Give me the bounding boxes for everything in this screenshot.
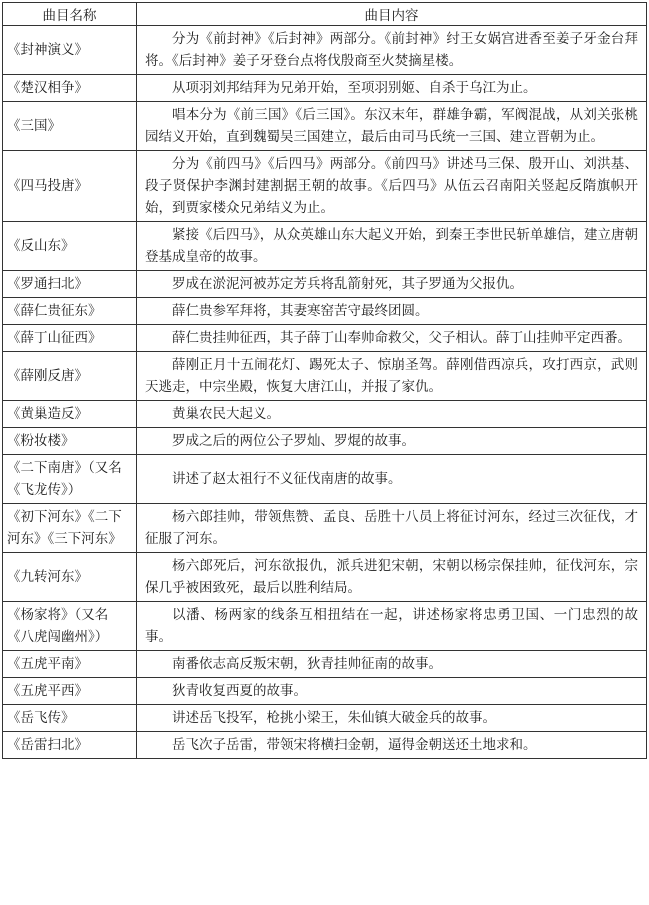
play-synopsis-cell: [137, 75, 647, 102]
play-title: 《杨家将》（又名《八虎闯幽州》）: [3, 602, 137, 651]
play-title: 《薛仁贵征东》: [3, 298, 137, 325]
table-row: [3, 553, 647, 602]
play-synopsis: 罗成之后的两位公子罗灿、罗焜的故事。: [172, 433, 415, 449]
play-title: 《岳雷扫北》: [3, 732, 137, 759]
table-row: [3, 222, 647, 271]
play-synopsis: 从项羽刘邦结拜为兄弟开始，至项羽别姬、自杀于乌江为止。: [172, 80, 537, 96]
play-title: 《五虎平西》: [3, 678, 137, 705]
play-synopsis-cell: [137, 428, 647, 455]
play-synopsis-cell: [137, 455, 647, 504]
play-synopsis: 岳飞次子岳雷，带领宋将横扫金朝，逼得金朝送还土地求和。: [172, 737, 537, 753]
repertoire-table: [2, 2, 647, 759]
play-synopsis: 薛仁贵参军拜将，其妻寒窑苦守最终团圆。: [172, 303, 429, 319]
table-row: [3, 151, 647, 222]
header-name: 曲目名称: [3, 3, 137, 26]
play-title: 《黄巢造反》: [3, 401, 137, 428]
play-synopsis: 讲述岳飞投军，枪挑小梁王，朱仙镇大破金兵的故事。: [172, 710, 496, 726]
play-synopsis-cell: [137, 271, 647, 298]
play-synopsis-cell: [137, 504, 647, 553]
table-row: [3, 102, 647, 151]
play-title: 《九转河东》: [3, 553, 137, 602]
table-row: [3, 325, 647, 352]
play-title: 《楚汉相争》: [3, 75, 137, 102]
table-row: [3, 705, 647, 732]
play-synopsis-cell: [137, 651, 647, 678]
play-synopsis-cell: [137, 678, 647, 705]
play-synopsis: 紧接《后四马》，从众英雄山东大起义开始，到秦王李世民斩单雄信，建立唐朝登基成皇帝的故事。: [145, 227, 638, 265]
table-row: [3, 602, 647, 651]
play-synopsis-cell: [137, 732, 647, 759]
play-synopsis: 杨六郎挂帅，带领焦赞、孟良、岳胜十八员上将征讨河东，经过三次征伐，才征服了河东。: [145, 509, 638, 547]
play-title: 《初下河东》《二下河东》《三下河东》: [3, 504, 137, 553]
play-title: 《四马投唐》: [3, 151, 137, 222]
play-synopsis-cell: [137, 325, 647, 352]
play-synopsis: 杨六郎死后，河东欲报仇，派兵进犯宋朝，宋朝以杨宗保挂帅，征伐河东，宗保几乎被困致死，最后以胜利结局。: [145, 558, 638, 596]
table-row: [3, 732, 647, 759]
header-content: 曲目内容: [137, 3, 647, 26]
play-title: 《二下南唐》（又名《飞龙传》）: [3, 455, 137, 504]
play-synopsis-cell: [137, 298, 647, 325]
play-synopsis: 分为《前封神》《后封神》两部分。《前封神》纣王女娲宫进香至姜子牙金台拜将。《后封神》姜子牙登台点将伐殷商至火焚摘星楼。: [145, 31, 638, 69]
play-synopsis-cell: [137, 26, 647, 75]
table-row: [3, 651, 647, 678]
play-synopsis: 罗成在淤泥河被苏定芳兵将乱箭射死，其子罗通为父报仇。: [172, 276, 523, 292]
table-body: [3, 26, 647, 759]
play-synopsis: 狄青收复西夏的故事。: [172, 683, 307, 699]
play-title: 《粉妆楼》: [3, 428, 137, 455]
play-synopsis: 南番依志高反叛宋朝，狄青挂帅征南的故事。: [172, 656, 442, 672]
table-row: [3, 455, 647, 504]
play-title: 《薛丁山征西》: [3, 325, 137, 352]
play-synopsis: 分为《前四马》《后四马》两部分。《前四马》讲述马三保、殷开山、刘洪基、段子贤保护李渊封建割据王朝的故事。《后四马》从伍云召南阳关竖起反隋旗帜开始，到贾家楼众兄弟结义为止。: [145, 156, 638, 216]
play-title: 《五虎平南》: [3, 651, 137, 678]
play-synopsis: 以潘、杨两家的线条互相扭结在一起，讲述杨家将忠勇卫国、一门忠烈的故事。: [145, 607, 638, 645]
play-title: 《三国》: [3, 102, 137, 151]
play-title: 《罗通扫北》: [3, 271, 137, 298]
header-row: [3, 3, 647, 26]
play-synopsis-cell: [137, 102, 647, 151]
play-synopsis-cell: [137, 553, 647, 602]
table-row: [3, 428, 647, 455]
play-synopsis-cell: [137, 705, 647, 732]
table-row: [3, 401, 647, 428]
table-row: [3, 352, 647, 401]
table-row: [3, 504, 647, 553]
play-synopsis: 讲述了赵太祖行不义征伐南唐的故事。: [172, 471, 402, 487]
table-row: [3, 678, 647, 705]
table-row: [3, 298, 647, 325]
play-title: 《薛刚反唐》: [3, 352, 137, 401]
table-row: [3, 75, 647, 102]
play-synopsis-cell: [137, 352, 647, 401]
play-title: 《反山东》: [3, 222, 137, 271]
play-synopsis-cell: [137, 151, 647, 222]
play-synopsis-cell: [137, 222, 647, 271]
play-synopsis: 薛仁贵挂帅征西，其子薛丁山奉帅命救父，父子相认。薛丁山挂帅平定西番。: [172, 330, 631, 346]
play-synopsis: 薛刚正月十五闹花灯、踢死太子、惊崩圣驾。薛刚借西凉兵，攻打西京，武则天逃走，中宗坐殿，恢复大唐江山，并报了家仇。: [145, 357, 638, 395]
play-synopsis-cell: [137, 602, 647, 651]
play-title: 《封神演义》: [3, 26, 137, 75]
play-synopsis-cell: [137, 401, 647, 428]
table-row: [3, 271, 647, 298]
table-row: [3, 26, 647, 75]
play-title: 《岳飞传》: [3, 705, 137, 732]
play-synopsis: 唱本分为《前三国》《后三国》。东汉末年，群雄争霸，军阀混战，从刘关张桃园结义开始，直到魏蜀吴三国建立，最后由司马氏统一三国、建立晋朝为止。: [145, 107, 638, 145]
play-synopsis: 黄巢农民大起义。: [172, 406, 280, 422]
